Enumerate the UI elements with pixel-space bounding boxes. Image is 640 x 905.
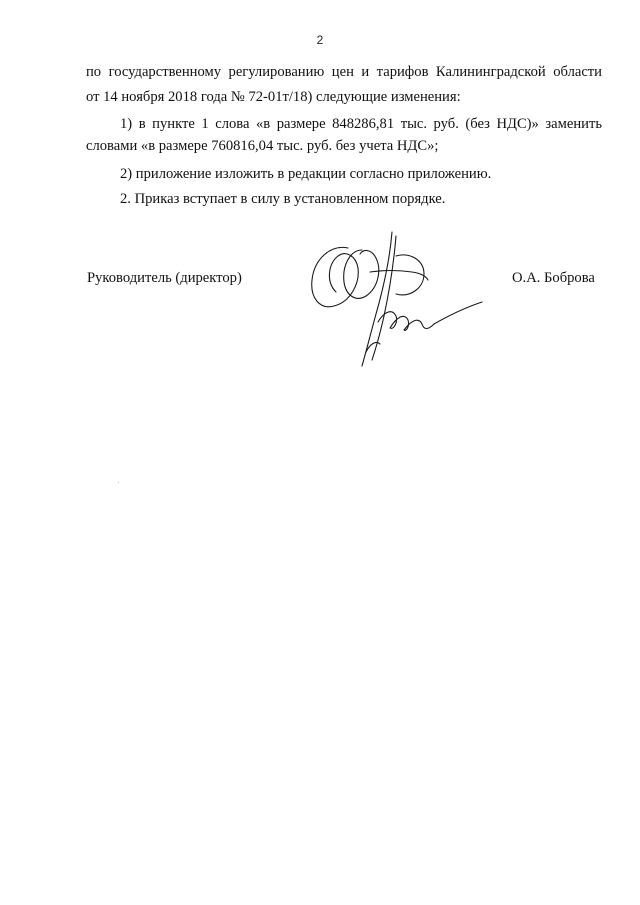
text-line: по государственному регулированию цен и тарифов Калининградской области: [86, 64, 602, 80]
paragraph-2-line-1: [86, 113, 602, 135]
text-line: 2) приложение изложить в редакции согласно приложению.: [120, 166, 492, 182]
paragraph-2-line-2: [86, 135, 602, 157]
signature-stroke: [434, 302, 482, 324]
signer-name: О.А. Боброва: [512, 270, 595, 286]
signature-stroke: [378, 312, 434, 331]
paragraph-1-line-1: [86, 61, 602, 83]
signature-stroke: [312, 247, 359, 306]
paragraph-3: [86, 163, 602, 185]
text-line: от 14 ноября 2018 года № 72-01т/18) следующие изменения:: [86, 89, 461, 105]
signature-stroke: [396, 255, 424, 295]
paragraph-1-line-2: [86, 86, 602, 108]
signature-stroke: [372, 236, 396, 360]
page-number: 2: [316, 33, 324, 47]
signature-stroke: [344, 250, 379, 298]
handwritten-signature: [300, 226, 485, 376]
text-line: 1) в пункте 1 слова «в размере 848286,81 тыс. руб. (без НДС)» заменить: [120, 116, 602, 132]
scan-speck: [118, 482, 119, 483]
signer-title: Руководитель (директор): [87, 270, 242, 286]
paragraph-4: [86, 188, 602, 210]
text-line: 2. Приказ вступает в силу в установленном порядке.: [120, 191, 446, 207]
text-line: словами «в размере 760816,04 тыс. руб. без учета НДС»;: [86, 138, 439, 154]
